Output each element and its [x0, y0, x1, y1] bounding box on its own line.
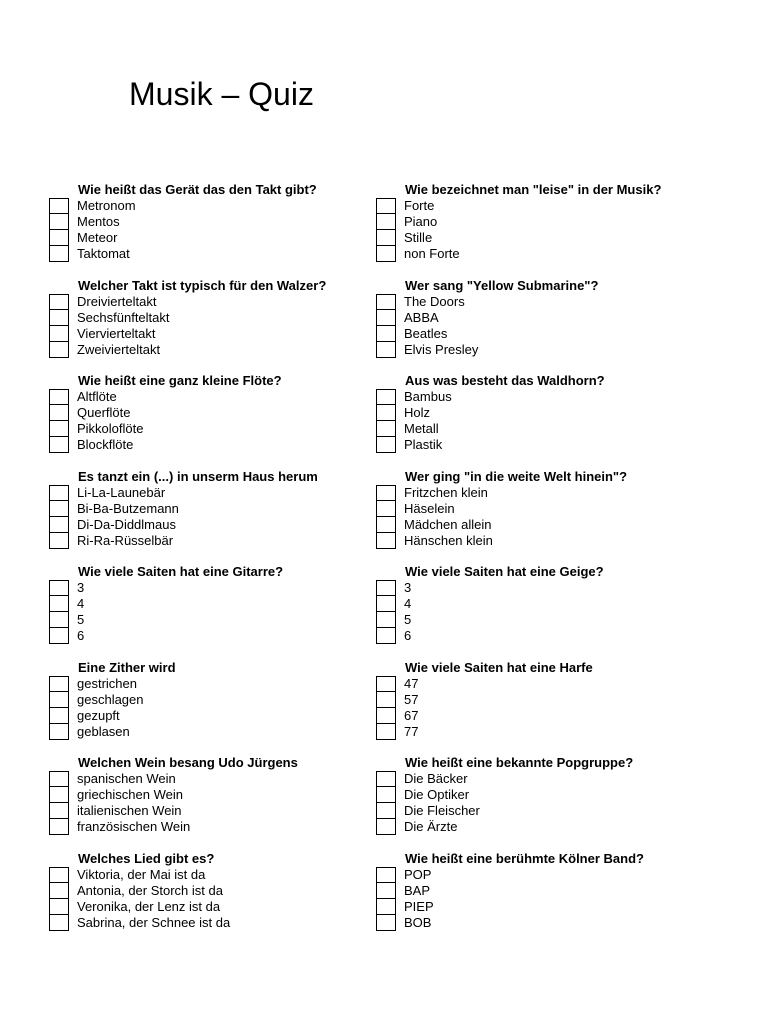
answer-option: [376, 501, 716, 517]
answer-checkbox[interactable]: [376, 246, 396, 262]
answer-checkbox[interactable]: [376, 899, 396, 915]
answer-label: Dreivierteltakt: [77, 293, 157, 309]
answer-checkbox[interactable]: [49, 501, 69, 517]
answer-label: Die Bäcker: [404, 771, 468, 786]
question-text: Wie viele Saiten hat eine Harfe: [405, 659, 593, 675]
quiz-question-block: [49, 850, 369, 946]
question-text: Welcher Takt ist typisch für den Walzer?: [78, 277, 327, 293]
quiz-question-block: [49, 659, 369, 755]
question-text: Wie bezeichnet man "leise" in der Musik?: [405, 182, 662, 197]
answer-label: Pikkoloflöte: [77, 421, 144, 436]
answer-option: [49, 867, 369, 883]
answer-option: [49, 310, 369, 326]
answer-checkbox[interactable]: [376, 580, 396, 596]
answer-checkbox[interactable]: [376, 214, 396, 230]
quiz-question-block: [49, 181, 369, 277]
question-text: Wie heißt das Gerät das den Takt gibt?: [78, 182, 317, 197]
answer-option: [376, 708, 716, 724]
answer-option: [49, 819, 369, 835]
quiz-question-block: [376, 468, 716, 564]
answer-option: [49, 708, 369, 724]
answer-checkbox[interactable]: [49, 405, 69, 421]
answer-option: [376, 771, 716, 787]
answer-option: [376, 246, 716, 262]
answer-checkbox[interactable]: [49, 724, 69, 740]
answer-checkbox[interactable]: [49, 421, 69, 437]
answer-label: Piano: [404, 214, 438, 229]
quiz-question-block: [49, 754, 369, 850]
answer-label: Querflöte: [77, 405, 131, 420]
answer-checkbox[interactable]: [376, 517, 396, 533]
answer-option: [49, 676, 369, 692]
answer-label: Sabrina, der Schnee ist da: [77, 914, 231, 930]
answer-label: 47: [404, 675, 419, 691]
answer-option: [49, 437, 369, 453]
quiz-question-block: [49, 468, 369, 564]
answer-option: [49, 915, 369, 931]
answer-option: [376, 294, 716, 310]
answer-options: [376, 580, 716, 644]
question-text: Wer ging "in die weite Welt hinein"?: [405, 468, 628, 484]
answer-label: non Forte: [404, 246, 460, 261]
question-text: Wie heißt eine berühmte Kölner Band?: [405, 850, 644, 866]
answer-option: [49, 214, 369, 230]
answer-checkbox[interactable]: [49, 310, 69, 326]
answer-option: [376, 692, 716, 708]
answer-checkbox[interactable]: [49, 294, 69, 310]
answer-option: [49, 326, 369, 342]
answer-option: [49, 724, 369, 740]
answer-label: Bi-Ba-Butzemann: [77, 500, 179, 516]
answer-label: Mentos: [77, 214, 120, 229]
answer-label: 3: [77, 580, 85, 595]
answer-option: [376, 628, 716, 644]
answer-option: [376, 421, 716, 437]
answer-checkbox[interactable]: [376, 405, 396, 421]
answer-option: [49, 692, 369, 708]
answer-checkbox[interactable]: [49, 867, 69, 883]
answer-label: 5: [404, 612, 412, 627]
answer-checkbox[interactable]: [376, 421, 396, 437]
answer-options: [49, 485, 369, 549]
answer-checkbox[interactable]: [49, 326, 69, 342]
answer-label: spanischen Wein: [77, 771, 176, 786]
answer-label: Holz: [404, 405, 431, 420]
answer-option: [376, 915, 716, 931]
answer-label: 6: [404, 628, 412, 643]
answer-label: Blockflöte: [77, 437, 134, 452]
answer-checkbox[interactable]: [49, 915, 69, 931]
right-column: [376, 181, 716, 945]
answer-option: [376, 803, 716, 819]
answer-label: italienischen Wein: [77, 803, 182, 818]
answer-option: [376, 724, 716, 740]
page-title: Musik – Quiz: [129, 76, 314, 112]
quiz-question-block: [376, 563, 716, 659]
question-text: Wie heißt eine bekannte Popgruppe?: [405, 755, 634, 770]
answer-label: geschlagen: [77, 691, 144, 707]
answer-label: 3: [404, 580, 412, 595]
answer-checkbox[interactable]: [49, 819, 69, 835]
answer-label: Li-La-Launebär: [77, 484, 166, 500]
answer-label: Forte: [404, 198, 435, 213]
answer-checkbox[interactable]: [376, 596, 396, 612]
answer-label: Die Ärzte: [404, 819, 458, 834]
answer-option: [49, 294, 369, 310]
answer-checkbox[interactable]: [376, 915, 396, 931]
answer-checkbox[interactable]: [376, 867, 396, 883]
answer-checkbox[interactable]: [376, 612, 396, 628]
answer-option: [49, 787, 369, 803]
answer-checkbox[interactable]: [49, 787, 69, 803]
answer-label: Zweivierteltakt: [77, 341, 161, 357]
answer-option: [49, 198, 369, 214]
answer-label: Fritzchen klein: [404, 484, 488, 500]
answer-label: Stille: [404, 230, 433, 245]
answer-label: PIEP: [404, 898, 434, 914]
answer-checkbox[interactable]: [376, 787, 396, 803]
answer-label: 5: [77, 612, 85, 627]
answer-option: [49, 883, 369, 899]
answer-label: 6: [77, 628, 85, 643]
answer-options: [376, 485, 716, 549]
answer-option: [49, 517, 369, 533]
answer-checkbox[interactable]: [376, 501, 396, 517]
answer-option: [376, 405, 716, 421]
quiz-question-block: [376, 850, 716, 946]
answer-checkbox[interactable]: [376, 771, 396, 787]
question-text: Welchen Wein besang Udo Jürgens: [78, 755, 298, 770]
answer-checkbox[interactable]: [49, 596, 69, 612]
answer-label: Ri-Ra-Rüsselbär: [77, 532, 174, 548]
answer-label: Bambus: [404, 389, 452, 404]
answer-option: [376, 437, 716, 453]
answer-label: ABBA: [404, 309, 439, 325]
answer-checkbox[interactable]: [49, 771, 69, 787]
answer-option: [376, 326, 716, 342]
answer-label: 67: [404, 707, 419, 723]
answer-label: Metall: [404, 421, 439, 436]
answer-option: [49, 803, 369, 819]
quiz-question-block: [376, 372, 716, 468]
answer-options: [49, 294, 369, 358]
answer-option: [49, 771, 369, 787]
answer-option: [49, 405, 369, 421]
answer-options: [49, 867, 369, 931]
answer-checkbox[interactable]: [49, 612, 69, 628]
answer-label: Di-Da-Diddlmaus: [77, 516, 176, 532]
quiz-question-block: [376, 181, 716, 277]
answer-checkbox[interactable]: [376, 533, 396, 549]
answer-label: BOB: [404, 914, 432, 930]
quiz-question-block: [376, 277, 716, 373]
answer-label: 77: [404, 723, 419, 739]
answer-option: [49, 899, 369, 915]
answer-label: Die Fleischer: [404, 803, 480, 818]
answer-options: [376, 198, 716, 262]
answer-option: [376, 485, 716, 501]
answer-checkbox[interactable]: [49, 230, 69, 246]
answer-checkbox[interactable]: [49, 676, 69, 692]
answer-checkbox[interactable]: [376, 676, 396, 692]
answer-label: Beatles: [404, 325, 448, 341]
quiz-question-block: [49, 277, 369, 373]
answer-options: [49, 580, 369, 644]
answer-options: [49, 676, 369, 740]
answer-checkbox[interactable]: [49, 485, 69, 501]
answer-option: [49, 596, 369, 612]
answer-option: [376, 517, 716, 533]
answer-label: POP: [404, 866, 432, 882]
answer-label: französischen Wein: [77, 819, 191, 834]
answer-checkbox[interactable]: [376, 230, 396, 246]
answer-checkbox[interactable]: [49, 803, 69, 819]
question-text: Eine Zither wird: [78, 659, 176, 675]
answer-option: [376, 389, 716, 405]
answer-checkbox[interactable]: [49, 517, 69, 533]
question-text: Welches Lied gibt es?: [78, 850, 215, 866]
answer-checkbox[interactable]: [376, 310, 396, 326]
answer-checkbox[interactable]: [376, 708, 396, 724]
answer-option: [376, 899, 716, 915]
answer-label: Metronom: [77, 198, 136, 213]
answer-option: [376, 596, 716, 612]
answer-label: Viktoria, der Mai ist da: [77, 866, 206, 882]
answer-checkbox[interactable]: [49, 389, 69, 405]
answer-label: gezupft: [77, 707, 120, 723]
answer-checkbox[interactable]: [376, 342, 396, 358]
answer-label: Viervierteltakt: [77, 325, 156, 341]
answer-checkbox[interactable]: [376, 819, 396, 835]
answer-checkbox[interactable]: [376, 628, 396, 644]
answer-options: [376, 676, 716, 740]
answer-option: [49, 612, 369, 628]
answer-option: [376, 310, 716, 326]
answer-option: [49, 580, 369, 596]
answer-options: [376, 771, 716, 835]
answer-label: Veronika, der Lenz ist da: [77, 898, 221, 914]
answer-option: [376, 612, 716, 628]
answer-options: [376, 294, 716, 358]
answer-label: gestrichen: [77, 675, 137, 691]
answer-label: geblasen: [77, 723, 130, 739]
answer-option: [376, 342, 716, 358]
question-text: Wie heißt eine ganz kleine Flöte?: [78, 373, 282, 388]
answer-options: [376, 867, 716, 931]
answer-label: Meteor: [77, 230, 118, 245]
answer-option: [49, 628, 369, 644]
answer-option: [376, 883, 716, 899]
answer-checkbox[interactable]: [376, 326, 396, 342]
answer-checkbox[interactable]: [49, 899, 69, 915]
question-text: Wer sang "Yellow Submarine"?: [405, 277, 599, 293]
answer-option: [376, 819, 716, 835]
answer-label: Häselein: [404, 500, 455, 516]
answer-option: [376, 198, 716, 214]
answer-checkbox[interactable]: [49, 580, 69, 596]
answer-label: Antonia, der Storch ist da: [77, 882, 223, 898]
answer-option: [49, 485, 369, 501]
answer-checkbox[interactable]: [49, 437, 69, 453]
question-text: Aus was besteht das Waldhorn?: [405, 373, 605, 388]
question-text: Es tanzt ein (...) in unserm Haus herum: [78, 468, 318, 484]
answer-options: [49, 389, 369, 453]
answer-option: [376, 230, 716, 246]
answer-checkbox[interactable]: [376, 294, 396, 310]
answer-checkbox[interactable]: [49, 692, 69, 708]
quiz-question-block: [376, 754, 716, 850]
answer-checkbox[interactable]: [376, 198, 396, 214]
answer-checkbox[interactable]: [49, 198, 69, 214]
answer-checkbox[interactable]: [376, 724, 396, 740]
answer-label: 4: [77, 596, 85, 611]
answer-checkbox[interactable]: [376, 692, 396, 708]
answer-label: Hänschen klein: [404, 532, 493, 548]
answer-option: [49, 421, 369, 437]
answer-label: griechischen Wein: [77, 787, 183, 802]
left-column: [49, 181, 369, 945]
answer-option: [49, 501, 369, 517]
question-text: Wie viele Saiten hat eine Gitarre?: [78, 564, 284, 579]
answer-checkbox[interactable]: [49, 246, 69, 262]
answer-checkbox[interactable]: [376, 485, 396, 501]
answer-options: [49, 771, 369, 835]
answer-options: [49, 198, 369, 262]
answer-option: [376, 533, 716, 549]
answer-label: Sechsfünfteltakt: [77, 309, 170, 325]
answer-checkbox[interactable]: [49, 342, 69, 358]
answer-checkbox[interactable]: [49, 628, 69, 644]
answer-checkbox[interactable]: [49, 533, 69, 549]
answer-label: 4: [404, 596, 412, 611]
answer-checkbox[interactable]: [49, 883, 69, 899]
answer-checkbox[interactable]: [376, 437, 396, 453]
question-text: Wie viele Saiten hat eine Geige?: [405, 564, 604, 579]
answer-label: Altflöte: [77, 389, 117, 404]
answer-checkbox[interactable]: [49, 708, 69, 724]
answer-option: [49, 533, 369, 549]
answer-label: Die Optiker: [404, 787, 470, 802]
answer-option: [49, 246, 369, 262]
answer-label: 57: [404, 691, 419, 707]
quiz-question-block: [376, 659, 716, 755]
answer-label: Plastik: [404, 437, 443, 452]
answer-option: [376, 214, 716, 230]
answer-checkbox[interactable]: [376, 389, 396, 405]
answer-option: [376, 580, 716, 596]
quiz-question-block: [49, 372, 369, 468]
answer-label: Mädchen allein: [404, 516, 492, 532]
answer-options: [376, 389, 716, 453]
answer-label: Elvis Presley: [404, 341, 479, 357]
quiz-question-block: [49, 563, 369, 659]
answer-label: BAP: [404, 882, 431, 898]
answer-checkbox[interactable]: [49, 214, 69, 230]
answer-option: [49, 389, 369, 405]
answer-checkbox[interactable]: [376, 803, 396, 819]
answer-label: Taktomat: [77, 246, 130, 261]
answer-option: [376, 787, 716, 803]
answer-label: The Doors: [404, 293, 465, 309]
answer-option: [376, 867, 716, 883]
answer-option: [376, 676, 716, 692]
answer-option: [49, 230, 369, 246]
answer-checkbox[interactable]: [376, 883, 396, 899]
answer-option: [49, 342, 369, 358]
